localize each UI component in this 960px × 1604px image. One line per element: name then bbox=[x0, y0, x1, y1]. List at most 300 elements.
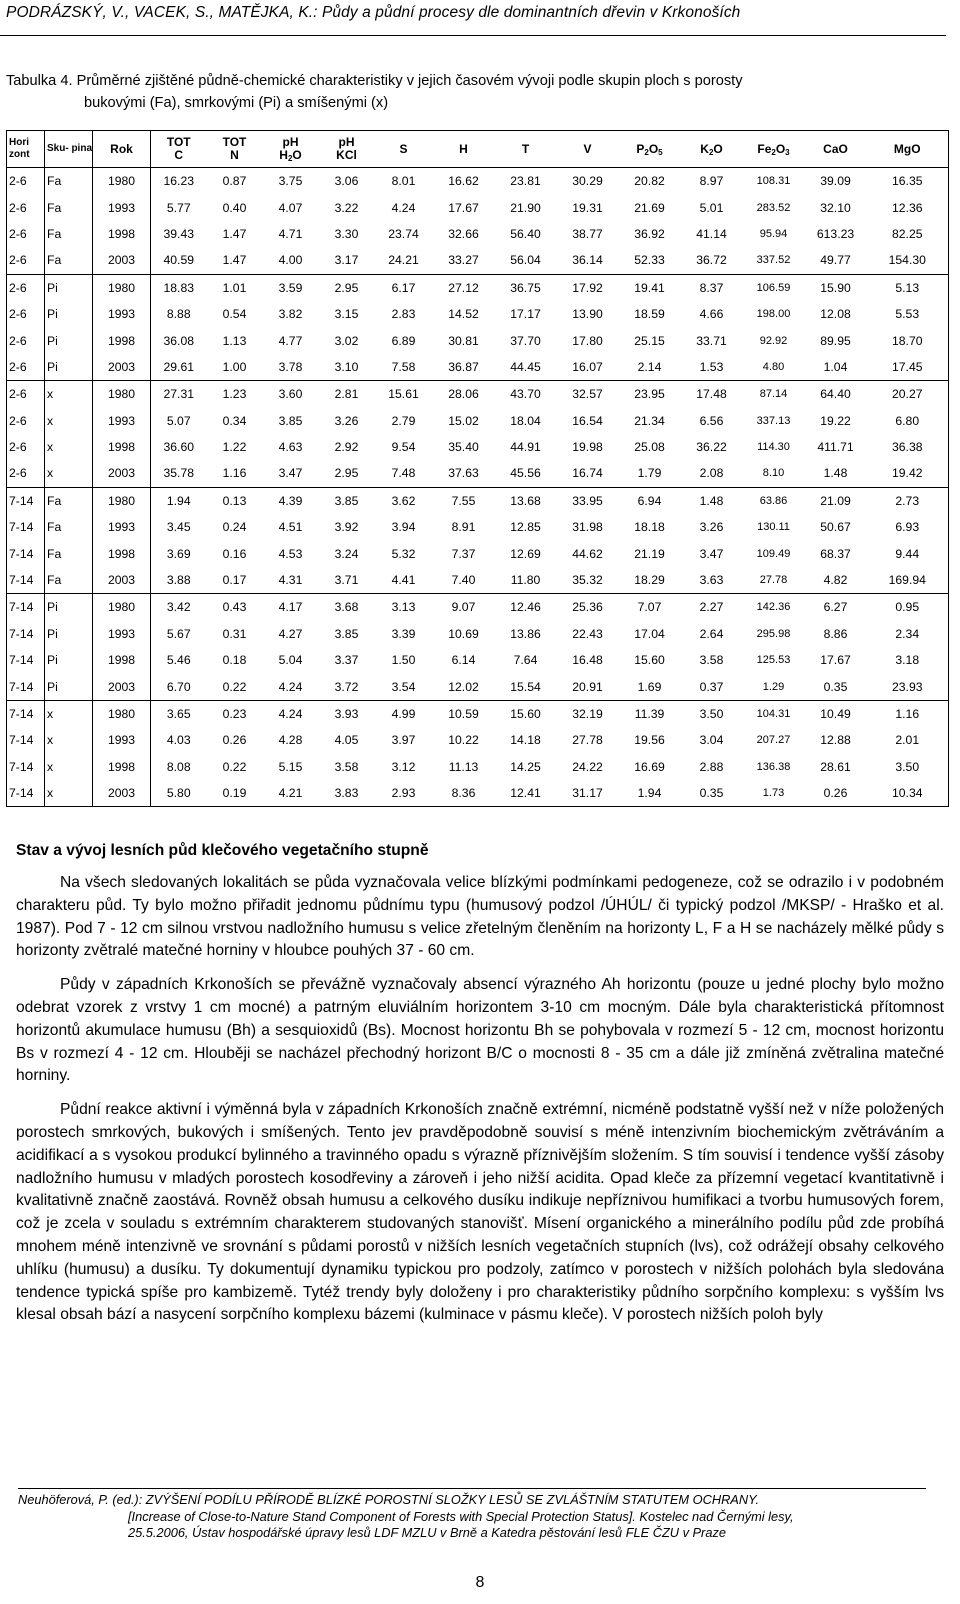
cell-k2o: 3.04 bbox=[699, 733, 724, 748]
table-row bbox=[7, 754, 949, 780]
table-caption-line2: bukovými (Fa), smrkovými (Pi) a smíšenými (x) bbox=[84, 95, 389, 111]
cell-tot-c: 3.45 bbox=[166, 520, 191, 535]
cell-skupina: Fa bbox=[45, 194, 93, 220]
cell-tot-n: 0.18 bbox=[222, 653, 247, 668]
cell-mgo: 5.53 bbox=[867, 301, 949, 327]
cell-ph-kcl: 3.24 bbox=[334, 546, 359, 561]
col-header-h: H bbox=[433, 131, 495, 168]
cell-v: 22.43 bbox=[572, 626, 603, 641]
cell-h: 10.22 bbox=[448, 733, 479, 748]
cell-tot-n: 0.43 bbox=[207, 594, 263, 621]
cell-skupina: x bbox=[45, 460, 93, 487]
cell-tot-n: 0.40 bbox=[222, 200, 247, 215]
cell-rok: 1993 bbox=[93, 194, 151, 220]
cell-k2o: 17.48 bbox=[681, 381, 743, 408]
cell-tot-c: 36.08 bbox=[163, 333, 194, 348]
cell-horizont: 7-14 bbox=[7, 621, 45, 647]
table-row bbox=[7, 460, 949, 487]
table-body bbox=[7, 168, 949, 807]
cell-k2o: 3.50 bbox=[681, 700, 743, 727]
cell-p2o5: 20.82 bbox=[634, 174, 665, 189]
cell-tot-c: 5.77 bbox=[166, 200, 191, 215]
cell-p2o5: 1.79 bbox=[637, 466, 662, 481]
cell-ph-h2o: 4.51 bbox=[278, 520, 303, 535]
cell-v: 16.74 bbox=[572, 466, 603, 481]
cell-h: 9.07 bbox=[433, 594, 495, 621]
cell-ph-h2o: 5.15 bbox=[278, 759, 303, 774]
cell-horizont: 7-14 bbox=[7, 514, 45, 540]
cell-h: 8.91 bbox=[451, 520, 476, 535]
cell-h: 30.81 bbox=[448, 333, 479, 348]
cell-fe2o3: 136.38 bbox=[756, 760, 791, 773]
cell-tot-n: 1.47 bbox=[222, 253, 247, 268]
cell-cao: 21.09 bbox=[805, 487, 867, 514]
cell-horizont: 7-14 bbox=[7, 700, 45, 727]
cell-ph-h2o: 4.28 bbox=[278, 733, 303, 748]
cell-ph-h2o: 4.27 bbox=[278, 626, 303, 641]
cell-mgo: 12.36 bbox=[867, 194, 949, 220]
cell-skupina: x bbox=[45, 381, 93, 408]
cell-tot-c: 5.46 bbox=[166, 653, 191, 668]
col-header-t: T bbox=[495, 131, 557, 168]
cell-s: 2.83 bbox=[391, 307, 416, 322]
cell-ph-kcl: 3.15 bbox=[334, 307, 359, 322]
cell-s: 3.54 bbox=[391, 679, 416, 694]
table-row bbox=[7, 487, 949, 514]
cell-ph-kcl: 3.37 bbox=[334, 653, 359, 668]
cell-mgo: 2.01 bbox=[867, 727, 949, 753]
cell-t: 15.54 bbox=[510, 679, 541, 694]
cell-t: 23.81 bbox=[510, 174, 541, 189]
cell-tot-c: 36.60 bbox=[163, 440, 194, 455]
cell-skupina: Fa bbox=[45, 487, 93, 514]
cell-fe2o3: 337.52 bbox=[756, 254, 791, 267]
cell-horizont: 7-14 bbox=[7, 594, 45, 621]
cell-p2o5: 52.33 bbox=[634, 253, 665, 268]
cell-v: 31.98 bbox=[572, 520, 603, 535]
cell-cao: 1.48 bbox=[823, 466, 848, 481]
table-row bbox=[7, 434, 949, 460]
cell-v: 19.31 bbox=[572, 200, 603, 215]
cell-fe2o3: 95.94 bbox=[759, 227, 788, 240]
cell-fe2o3: 283.52 bbox=[756, 201, 791, 214]
cell-ph-kcl: 3.85 bbox=[334, 626, 359, 641]
cell-h: 28.06 bbox=[433, 381, 495, 408]
cell-v: 27.78 bbox=[572, 733, 603, 748]
cell-fe2o3: 142.36 bbox=[743, 594, 805, 621]
footer-citation bbox=[18, 1492, 948, 1542]
cell-cao: 411.71 bbox=[817, 440, 854, 455]
cell-fe2o3: 8.10 bbox=[762, 467, 785, 480]
cell-skupina: x bbox=[45, 434, 93, 460]
cell-rok: 1998 bbox=[93, 221, 151, 247]
cell-tot-n: 0.17 bbox=[222, 573, 247, 588]
table-header-row bbox=[7, 131, 949, 168]
table-row bbox=[7, 647, 949, 673]
cell-t: 18.04 bbox=[510, 413, 541, 428]
cell-ph-kcl: 3.68 bbox=[319, 594, 375, 621]
cell-p2o5: 19.56 bbox=[634, 733, 665, 748]
cell-k2o: 1.53 bbox=[699, 359, 724, 374]
footer-line: 25.5.2006, Ústav hospodářské úpravy lesů LDF MZLU v Brně a Katedra pěstování lesů FLE ČZU v Praze bbox=[128, 1525, 726, 1540]
cell-tot-n: 1.01 bbox=[207, 274, 263, 301]
cell-v: 44.62 bbox=[572, 546, 603, 561]
cell-p2o5: 7.07 bbox=[619, 594, 681, 621]
cell-p2o5: 6.94 bbox=[619, 487, 681, 514]
cell-t: 14.25 bbox=[510, 759, 541, 774]
cell-mgo: 19.42 bbox=[867, 460, 949, 487]
cell-tot-n: 0.24 bbox=[222, 520, 247, 535]
body-text bbox=[16, 872, 944, 1338]
cell-h: 35.40 bbox=[448, 440, 479, 455]
cell-rok: 1980 bbox=[93, 487, 151, 514]
cell-p2o5: 25.15 bbox=[634, 333, 665, 348]
cell-v: 16.07 bbox=[572, 359, 603, 374]
cell-ph-kcl: 3.26 bbox=[334, 413, 359, 428]
paragraph: Půdy v západních Krkonoších se převážně vyznačovaly absencí výrazného Ah horizontu (pouze u jedné plochy bylo možno odebrat vzorek z vrstvy 1 cm mocné) a patrným eluviálním horizontem 3-10 cm mocným. Dále byla charakteristická přítomnost horizontů akumulace humusu (Bh) a sesquioxidů (Bs). Mocnost horizontu Bh se pohybovala v rozmezí 5 - 12 cm, mocnost horizontu Bs v rozmezí 4 - 12 cm. Hlouběji se nacházel přechodný horizont B/C o mocnosti 8 - 35 cm a dále již zmíněná zvětralina matečné horniny. bbox=[16, 976, 944, 1085]
cell-cao: 10.49 bbox=[805, 700, 867, 727]
cell-tot-c: 16.23 bbox=[163, 174, 194, 189]
cell-p2o5: 1.94 bbox=[619, 780, 681, 807]
cell-fe2o3: 63.86 bbox=[743, 487, 805, 514]
cell-ph-h2o: 3.75 bbox=[278, 174, 303, 189]
cell-fe2o3: 198.00 bbox=[756, 308, 791, 321]
cell-tot-n: 1.16 bbox=[222, 466, 247, 481]
cell-ph-h2o: 4.21 bbox=[263, 780, 319, 807]
cell-ph-kcl: 2.95 bbox=[334, 466, 359, 481]
cell-mgo: 6.80 bbox=[867, 408, 949, 434]
cell-horizont: 7-14 bbox=[7, 727, 45, 753]
cell-skupina: Fa bbox=[45, 567, 93, 594]
cell-k2o: 3.47 bbox=[699, 546, 724, 561]
cell-t: 13.68 bbox=[495, 487, 557, 514]
cell-fe2o3: 1.73 bbox=[743, 780, 805, 807]
cell-h: 27.12 bbox=[433, 274, 495, 301]
cell-tot-n: 0.26 bbox=[222, 733, 247, 748]
cell-fe2o3: 27.78 bbox=[759, 574, 788, 587]
cell-h: 11.13 bbox=[448, 759, 479, 774]
cell-tot-n: 0.54 bbox=[222, 307, 247, 322]
cell-skupina: Pi bbox=[45, 327, 93, 353]
col-header-cao: CaO bbox=[805, 131, 867, 168]
cell-cao: 613.23 bbox=[816, 226, 855, 241]
cell-rok: 2003 bbox=[93, 354, 151, 381]
cell-horizont: 2-6 bbox=[7, 354, 45, 381]
cell-horizont: 2-6 bbox=[7, 381, 45, 408]
cell-tot-c: 40.59 bbox=[163, 253, 194, 268]
cell-fe2o3: 4.80 bbox=[762, 360, 785, 373]
cell-k2o: 2.88 bbox=[699, 759, 724, 774]
cell-tot-c: 3.69 bbox=[166, 546, 191, 561]
footer-rule bbox=[18, 1488, 926, 1489]
cell-tot-c: 35.78 bbox=[163, 466, 194, 481]
cell-cao: 39.09 bbox=[820, 174, 851, 189]
cell-h: 7.37 bbox=[451, 546, 476, 561]
cell-ph-h2o: 4.24 bbox=[278, 679, 303, 694]
paragraph: Půdní reakce aktivní i výměnná byla v západních Krkonoších značně extrémní, nicméně podstatně vyšší než v níže položených porostech smrkových, bukových i smíšených. Tento jev pravděpodobně souvisí s méně intenzivním biochemickým zvětráváním a acidifikací a s vysokou produkcí bylinného a travinného opadu s výrazně příznivějším složením. S tím souvisí i tendence vyšší zásoby nadložního humusu v mladých porostech kosodřeviny a zároveň i jeho nižší acidita. Opad kleče za přízemní vegetací kvantitativně i kvalitativně značně zaostává. Rovněž obsah humusu a celkového dusíku indikuje nepříznivou humifikaci a tvorbu humusových forem, což je zcela v souladu s extrémním charakterem studovaných stanovišť. Mísení organického a minerálního podílu půd zde probíhá mnohem méně intenzivně ve srovnání s půdami porostů v nižších lesních vegetačních stupních (lvs), což odrážejí obsahy celkového uhlíku (humusu) a dusíku. Ty dokumentují dynamiku typickou pro podzoly, zatímco v porostech v nižších polohách byla sledována tendence typická spíše pro kambizemě. Tytéž trendy byly doloženy i pro charakteristiky půdního sorpčního komplexu: s vyšším lvs klesal obsah bází a nasycení sorpčního komplexu bázemi (kulminace v pásmu kleče). V porostech nižších poloh byly bbox=[16, 1101, 944, 1324]
cell-h: 6.14 bbox=[451, 653, 476, 668]
cell-v: 16.54 bbox=[572, 413, 603, 428]
cell-v: 33.95 bbox=[557, 487, 619, 514]
cell-tot-n: 0.13 bbox=[207, 487, 263, 514]
cell-v: 17.80 bbox=[572, 333, 603, 348]
cell-h: 37.63 bbox=[448, 466, 479, 481]
cell-p2o5: 15.60 bbox=[634, 653, 665, 668]
cell-horizont: 7-14 bbox=[7, 673, 45, 700]
cell-k2o: 5.01 bbox=[699, 200, 724, 215]
cell-cao: 19.22 bbox=[820, 413, 851, 428]
cell-k2o: 8.97 bbox=[699, 174, 724, 189]
cell-rok: 2003 bbox=[93, 780, 151, 807]
cell-ph-kcl: 3.71 bbox=[334, 573, 359, 588]
table-row bbox=[7, 780, 949, 807]
cell-t: 17.17 bbox=[510, 307, 541, 322]
cell-horizont: 7-14 bbox=[7, 647, 45, 673]
cell-k2o: 2.08 bbox=[699, 466, 724, 481]
cell-t: 56.40 bbox=[510, 226, 541, 241]
table-row bbox=[7, 673, 949, 700]
cell-ph-h2o: 3.82 bbox=[278, 307, 303, 322]
cell-ph-h2o: 4.00 bbox=[278, 253, 303, 268]
cell-rok: 1993 bbox=[93, 301, 151, 327]
cell-ph-h2o: 4.71 bbox=[278, 226, 303, 241]
cell-p2o5: 17.04 bbox=[634, 626, 665, 641]
cell-fe2o3: 295.98 bbox=[756, 627, 791, 640]
cell-cao: 32.10 bbox=[820, 200, 851, 215]
table-row bbox=[7, 727, 949, 753]
cell-ph-kcl: 4.05 bbox=[334, 733, 359, 748]
cell-v: 38.77 bbox=[572, 226, 603, 241]
cell-tot-n: 1.22 bbox=[222, 440, 247, 455]
cell-mgo: 3.18 bbox=[867, 647, 949, 673]
cell-fe2o3: 92.92 bbox=[759, 334, 788, 347]
cell-skupina: Pi bbox=[45, 673, 93, 700]
header-rule bbox=[0, 35, 946, 36]
cell-rok: 2003 bbox=[93, 460, 151, 487]
cell-t: 15.60 bbox=[495, 700, 557, 727]
cell-mgo: 0.95 bbox=[867, 594, 949, 621]
table-row bbox=[7, 540, 949, 566]
cell-t: 12.46 bbox=[495, 594, 557, 621]
cell-mgo: 23.93 bbox=[867, 673, 949, 700]
cell-k2o: 4.66 bbox=[699, 307, 724, 322]
cell-s: 3.12 bbox=[391, 759, 416, 774]
cell-h: 16.62 bbox=[448, 174, 479, 189]
cell-tot-n: 1.13 bbox=[222, 333, 247, 348]
cell-s: 6.89 bbox=[391, 333, 416, 348]
cell-p2o5: 18.29 bbox=[634, 573, 665, 588]
cell-ph-h2o: 3.78 bbox=[278, 359, 303, 374]
cell-s: 15.61 bbox=[375, 381, 433, 408]
cell-fe2o3: 337.13 bbox=[756, 414, 791, 427]
cell-v: 24.22 bbox=[572, 759, 603, 774]
col-header-tot-n: TOT N bbox=[207, 131, 263, 168]
cell-tot-n: 0.34 bbox=[222, 413, 247, 428]
cell-horizont: 7-14 bbox=[7, 567, 45, 594]
cell-s: 9.54 bbox=[391, 440, 416, 455]
cell-rok: 2003 bbox=[93, 247, 151, 274]
cell-horizont: 2-6 bbox=[7, 168, 45, 195]
cell-ph-h2o: 4.53 bbox=[278, 546, 303, 561]
cell-rok: 1980 bbox=[93, 700, 151, 727]
cell-s: 24.21 bbox=[388, 253, 419, 268]
cell-mgo: 1.16 bbox=[867, 700, 949, 727]
cell-fe2o3: 130.11 bbox=[757, 521, 790, 534]
cell-s: 4.41 bbox=[391, 573, 416, 588]
cell-h: 12.02 bbox=[448, 679, 479, 694]
cell-skupina: x bbox=[45, 754, 93, 780]
cell-s: 1.50 bbox=[391, 653, 416, 668]
cell-rok: 1993 bbox=[93, 408, 151, 434]
cell-p2o5: 18.18 bbox=[634, 520, 665, 535]
cell-tot-c: 5.67 bbox=[166, 626, 191, 641]
cell-s: 23.74 bbox=[388, 226, 419, 241]
cell-k2o: 3.26 bbox=[699, 520, 724, 535]
cell-mgo: 2.73 bbox=[867, 487, 949, 514]
cell-ph-h2o: 4.17 bbox=[263, 594, 319, 621]
cell-skupina: Pi bbox=[45, 274, 93, 301]
cell-rok: 1980 bbox=[93, 594, 151, 621]
cell-tot-c: 3.42 bbox=[151, 594, 207, 621]
cell-ph-h2o: 4.24 bbox=[263, 700, 319, 727]
cell-ph-kcl: 3.30 bbox=[334, 226, 359, 241]
cell-v: 13.90 bbox=[572, 307, 603, 322]
cell-rok: 1993 bbox=[93, 514, 151, 540]
section-heading: Stav a vývoj lesních půd klečového vegetačního stupně bbox=[16, 842, 429, 859]
table-row bbox=[7, 274, 949, 301]
cell-cao: 8.86 bbox=[823, 626, 848, 641]
cell-cao: 64.40 bbox=[805, 381, 867, 408]
cell-skupina: x bbox=[45, 408, 93, 434]
cell-cao: 28.61 bbox=[820, 759, 851, 774]
cell-s: 3.13 bbox=[375, 594, 433, 621]
cell-fe2o3: 87.14 bbox=[743, 381, 805, 408]
cell-h: 7.55 bbox=[433, 487, 495, 514]
cell-rok: 1993 bbox=[93, 621, 151, 647]
cell-tot-n: 0.19 bbox=[207, 780, 263, 807]
cell-ph-h2o: 4.39 bbox=[263, 487, 319, 514]
cell-tot-n: 1.47 bbox=[222, 226, 247, 241]
cell-k2o: 0.37 bbox=[699, 679, 724, 694]
cell-horizont: 2-6 bbox=[7, 434, 45, 460]
cell-k2o: 2.27 bbox=[681, 594, 743, 621]
cell-cao: 4.82 bbox=[823, 573, 848, 588]
cell-p2o5: 11.39 bbox=[619, 700, 681, 727]
cell-skupina: Pi bbox=[45, 301, 93, 327]
cell-mgo: 17.45 bbox=[867, 354, 949, 381]
cell-fe2o3: 104.31 bbox=[743, 700, 805, 727]
table-row bbox=[7, 567, 949, 594]
table-row bbox=[7, 301, 949, 327]
cell-s: 5.32 bbox=[391, 546, 416, 561]
cell-tot-c: 6.70 bbox=[166, 679, 191, 694]
cell-cao: 50.67 bbox=[820, 520, 851, 535]
cell-v: 16.48 bbox=[572, 653, 603, 668]
cell-t: 43.70 bbox=[495, 381, 557, 408]
cell-s: 2.93 bbox=[375, 780, 433, 807]
cell-v: 36.14 bbox=[572, 253, 603, 268]
cell-ph-kcl: 3.02 bbox=[334, 333, 359, 348]
cell-ph-kcl: 3.83 bbox=[319, 780, 375, 807]
cell-s: 7.48 bbox=[391, 466, 416, 481]
cell-ph-h2o: 3.85 bbox=[278, 413, 303, 428]
cell-p2o5: 21.34 bbox=[634, 413, 665, 428]
cell-fe2o3: 1.29 bbox=[762, 680, 785, 693]
page-number: 8 bbox=[475, 1574, 485, 1591]
cell-k2o: 33.71 bbox=[696, 333, 727, 348]
table-row bbox=[7, 194, 949, 220]
cell-tot-c: 8.88 bbox=[166, 307, 191, 322]
running-header: PODRÁZSKÝ, V., VACEK, S., MATĚJKA, K.: Půdy a půdní procesy dle dominantních dřevin v Krkonoších bbox=[6, 4, 741, 21]
cell-horizont: 7-14 bbox=[7, 540, 45, 566]
cell-k2o: 36.72 bbox=[696, 253, 727, 268]
cell-k2o: 41.14 bbox=[696, 226, 727, 241]
cell-horizont: 2-6 bbox=[7, 274, 45, 301]
cell-horizont: 2-6 bbox=[7, 408, 45, 434]
cell-rok: 2003 bbox=[93, 567, 151, 594]
cell-rok: 1998 bbox=[93, 434, 151, 460]
cell-k2o: 36.22 bbox=[696, 440, 727, 455]
footer-line: [Increase of Close-to-Nature Stand Component of Forests with Special Protection Status]. Kostelec nad Černými lesy, bbox=[128, 1508, 794, 1524]
cell-skupina: Pi bbox=[45, 594, 93, 621]
cell-k2o: 3.63 bbox=[699, 573, 724, 588]
cell-horizont: 2-6 bbox=[7, 301, 45, 327]
cell-fe2o3: 207.27 bbox=[756, 734, 791, 747]
cell-horizont: 2-6 bbox=[7, 221, 45, 247]
cell-ph-h2o: 3.59 bbox=[263, 274, 319, 301]
cell-k2o: 2.64 bbox=[699, 626, 724, 641]
cell-cao: 17.67 bbox=[820, 653, 851, 668]
table-row bbox=[7, 354, 949, 381]
cell-rok: 1993 bbox=[93, 727, 151, 753]
cell-h: 32.66 bbox=[448, 226, 479, 241]
cell-k2o: 3.58 bbox=[699, 653, 724, 668]
cell-tot-c: 3.88 bbox=[166, 573, 191, 588]
cell-h: 8.36 bbox=[433, 780, 495, 807]
table-caption-line1: Tabulka 4. Průměrné zjištěné půdně-chemické charakteristiky v jejich časovém vývoji podle skupin ploch s porosty bbox=[6, 73, 743, 89]
cell-mgo: 16.35 bbox=[867, 168, 949, 195]
table-row bbox=[7, 408, 949, 434]
table-row bbox=[7, 514, 949, 540]
cell-v: 20.91 bbox=[572, 679, 603, 694]
cell-s: 7.58 bbox=[391, 359, 416, 374]
cell-v: 35.32 bbox=[572, 573, 603, 588]
cell-p2o5: 21.69 bbox=[634, 200, 665, 215]
cell-s: 4.24 bbox=[391, 200, 416, 215]
cell-skupina: x bbox=[45, 700, 93, 727]
cell-k2o: 8.37 bbox=[681, 274, 743, 301]
cell-t: 21.90 bbox=[510, 200, 541, 215]
cell-p2o5: 25.08 bbox=[634, 440, 665, 455]
cell-fe2o3: 114.30 bbox=[757, 441, 790, 454]
cell-rok: 1998 bbox=[93, 540, 151, 566]
cell-tot-n: 0.16 bbox=[222, 546, 247, 561]
cell-s: 2.79 bbox=[391, 413, 416, 428]
cell-tot-c: 4.03 bbox=[166, 733, 191, 748]
cell-t: 36.75 bbox=[495, 274, 557, 301]
footer-line: Neuhöferová, P. (ed.): ZVÝŠENÍ PODÍLU PŘÍRODĚ BLÍZKÉ POROSTNÍ SLOŽKY LESŮ SE ZVLÁŠTNÍM STATUTEM OCHRANY. bbox=[18, 1492, 759, 1507]
cell-tot-c: 27.31 bbox=[151, 381, 207, 408]
cell-ph-h2o: 4.63 bbox=[278, 440, 303, 455]
cell-p2o5: 21.19 bbox=[634, 546, 665, 561]
cell-s: 3.39 bbox=[391, 626, 416, 641]
cell-horizont: 7-14 bbox=[7, 754, 45, 780]
cell-t: 44.45 bbox=[510, 359, 541, 374]
cell-mgo: 5.13 bbox=[867, 274, 949, 301]
cell-t: 56.04 bbox=[510, 253, 541, 268]
cell-ph-kcl: 2.92 bbox=[334, 440, 359, 455]
cell-k2o: 1.48 bbox=[681, 487, 743, 514]
